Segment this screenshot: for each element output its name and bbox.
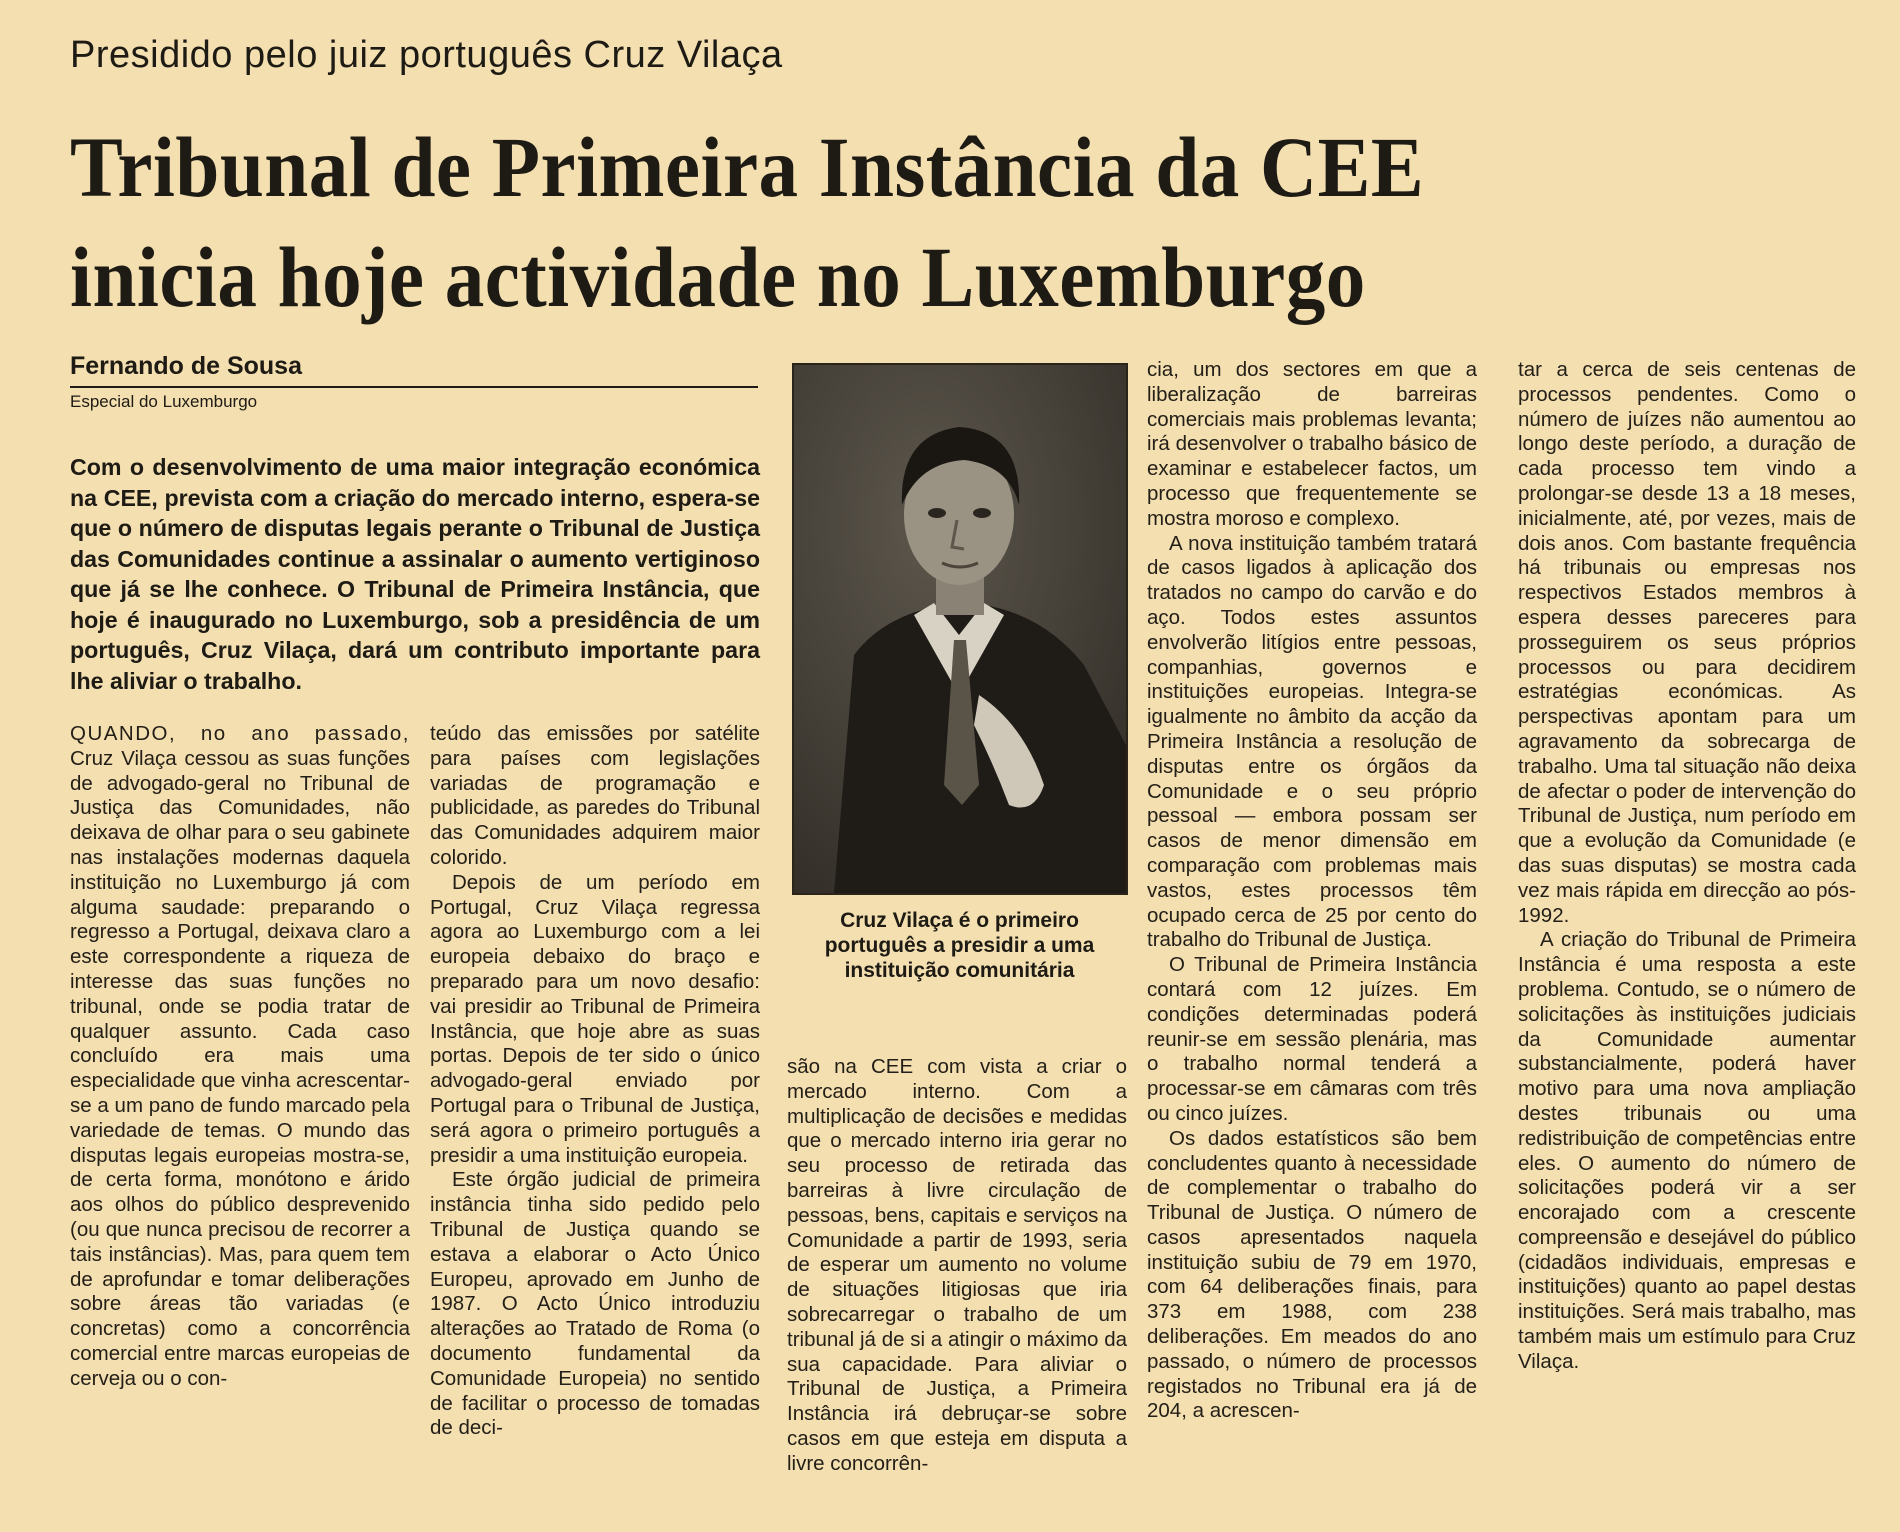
photo-caption: Cruz Vilaça é o primeiro português a presidir a uma instituição comunitária	[824, 909, 1095, 982]
headline-line-1: Tribunal de Primeira Instância da CEE	[70, 119, 1425, 215]
column-4-paragraph-3: O Tribunal de Primeira Instância contará com 12 juízes. Em condições determinadas poderá reunir-se em sessão plenária, mas o trabalho normal tenderá a processar-se em câmaras com três ou cinco juízes.	[1147, 953, 1477, 1125]
column-3-paragraph-1: são na CEE com vista a criar o mercado interno. Com a multiplicação de decisões e medidas que o mercado interno iria gerar no seu processo de retirada das barreiras à livre circulação de pessoas, bens, capitais e serviços na Comunidade a partir de 1993, seria de esperar um aumento no volume de situações litigiosas que iria sobrecarregar o trabalho de um tribunal já de si a atingir o máximo da sua capacidade. Para aliviar o Tribunal de Justiça, a Primeira Instância irá debruçar-se sobre casos em que esteja em disputa a livre concorrên-	[787, 1055, 1127, 1475]
column-5-paragraph-2: A criação do Tribunal de Primeira Instância é uma resposta a este problema. Contudo, se o número de solicitações às instituições judiciais da Comunidade aumentar substancialmente, poderá haver motivo para uma nova ampliação destes tribunais ou uma redistribuição de competências entre eles. O aumento do número de solicitações poderá vir a ser encorajado com a crescente compreensão e desejável do público (cidadãos individuais, empresas e instituições) quanto ao papel destas instituições. Será mais trabalho, mas também mais um estímulo para Cruz Vilaça.	[1518, 928, 1856, 1373]
column-1-paragraph-1: QUANDO, no ano passado, Cruz Vilaça cessou as suas funções de advogado-geral no Tribunal de Justiça das Comunidades, não deixava de olhar para o seu gabinete nas instalações modernas daquela instituição no Luxemburgo já com alguma saudade: preparando o regresso a Portugal, deixava claro a este correspondente a riqueza de interesse das suas funções no tribunal, onde se podia tratar de qualquer assunto. Cada caso concluído era mais uma especialidade que vinha acrescentar-se a um pano de fundo marcado pela variedade de temas. O mundo das disputas legais europeias mostra-se, de certa forma, monótono e árido aos olhos do público desprevenido (ou que nunca precisou de recorrer a tais instâncias). Mas, para quem tem de aprofundar e tomar deliberações sobre áreas tão variadas (e concretas) como a concorrência comercial entre marcas europeias de cerveja ou o con-	[70, 722, 410, 1390]
column-4-paragraph-1: cia, um dos sectores em que a liberalização de barreiras comerciais mais problemas levanta; irá desenvolver o trabalho básico de examinar e estabelecer factos, um processo que frequentemente se mostra moroso e complexo.	[1147, 358, 1477, 530]
column-2	[430, 722, 760, 1441]
headline	[70, 112, 1717, 332]
portrait-image	[794, 365, 1126, 893]
byline-rule	[70, 386, 758, 388]
headline-line-2: inicia hoje actividade no Luxemburgo	[70, 229, 1366, 325]
column-5	[1518, 358, 1856, 1375]
column-1	[70, 722, 410, 1392]
column-4-paragraph-2: A nova instituição também tratará de casos ligados à aplicação dos tratados no campo do carvão e do aço. Todos estes assuntos envolverão litígios entre pessoas, companhias, governos e instituições europeias. Integra-se igualmente no âmbito da acção da Primeira Instância a resolução de disputas entre os órgãos da Comunidade e o seu próprio pessoal — embora possam ser casos de menor dimensão em comparação com problemas mais vastos, estes processos têm ocupado cerca de 25 por cento do trabalho do Tribunal de Justiça.	[1147, 531, 1477, 952]
column-2-paragraph-1: teúdo das emissões por satélite para países com legislações variadas de programação e publicidade, as paredes do Tribunal das Comunidades adquirem maior colorido.	[430, 722, 760, 869]
column-4	[1147, 358, 1477, 1424]
dateline: Especial do Luxemburgo	[70, 392, 258, 411]
column-2-paragraph-3: Este órgão judicial de primeira instância tinha sido pedido pelo Tribunal de Justiça quando se estava a elaborar o Acto Único Europeu, aprovado em Junho de 1987. O Acto Único introduziu alterações ao Tratado de Roma (o documento fundamental da Comunidade Europeia) no sentido de facilitar o processo de tomadas de deci-	[430, 1168, 760, 1440]
column-4-paragraph-4: Os dados estatísticos são bem concludentes quanto à necessidade de complementar o trabalho do Tribunal de Justiça. O número de casos apresentados naquela instituição subiu de 79 em 1970, com 64 deliberações finais, para 373 em 1988, com 238 deliberações. Em meados do ano passado, o número de processos registados no Tribunal era já de 204, a acrescen-	[1147, 1126, 1477, 1423]
kicker: Presidido pelo juiz português Cruz Vilaça	[70, 34, 783, 76]
column-2-paragraph-2: Depois de um período em Portugal, Cruz Vilaça regressa agora ao Luxemburgo com a lei europeia debaixo do braço e preparado para um novo desafio: vai presidir ao Tribunal de Primeira Instância, que hoje abre as suas portas. Depois de ter sido o único advogado-geral enviado por Portugal para o Tribunal de Justiça, será agora o primeiro português a presidir a uma instituição europeia.	[430, 870, 760, 1167]
column-5-paragraph-1: tar a cerca de seis centenas de processos pendentes. Como o número de juízes não aumentou ao longo deste período, a duração de cada processo tem vindo a prolongar-se desde 13 a 18 meses, inicialmente, até, por vezes, mais de dois anos. Com bastante frequência há tribunais ou empresas nos respectivos Estados membros à espera desses pareceres para prosseguirem os seus próprios processos ou para decidirem estratégias económicas. As perspectivas apontam para um agravamento da sobrecarga de trabalho. Uma tal situação não deixa de afectar o poder de intervenção do Tribunal de Justiça, num período em que a evolução da Comunidade (e das suas disputas) se mostra cada vez mais rápida em direcção ao pós-1992.	[1518, 358, 1856, 927]
column-3	[787, 1055, 1127, 1477]
portrait-photo	[792, 363, 1128, 895]
lead-paragraph: Com o desenvolvimento de uma maior integração económica na CEE, prevista com a criação do mercado interno, espera-se que o número de disputas legais perante o Tribunal de Justiça das Comunidades continue a assinalar o aumento vertiginoso que já se lhe conhece. O Tribunal de Primeira Instância, que hoje é inaugurado no Luxemburgo, sob a presidência de um português, Cruz Vilaça, dará um contributo importante para lhe aliviar o trabalho.	[70, 454, 760, 694]
author-byline: Fernando de Sousa	[70, 352, 302, 380]
